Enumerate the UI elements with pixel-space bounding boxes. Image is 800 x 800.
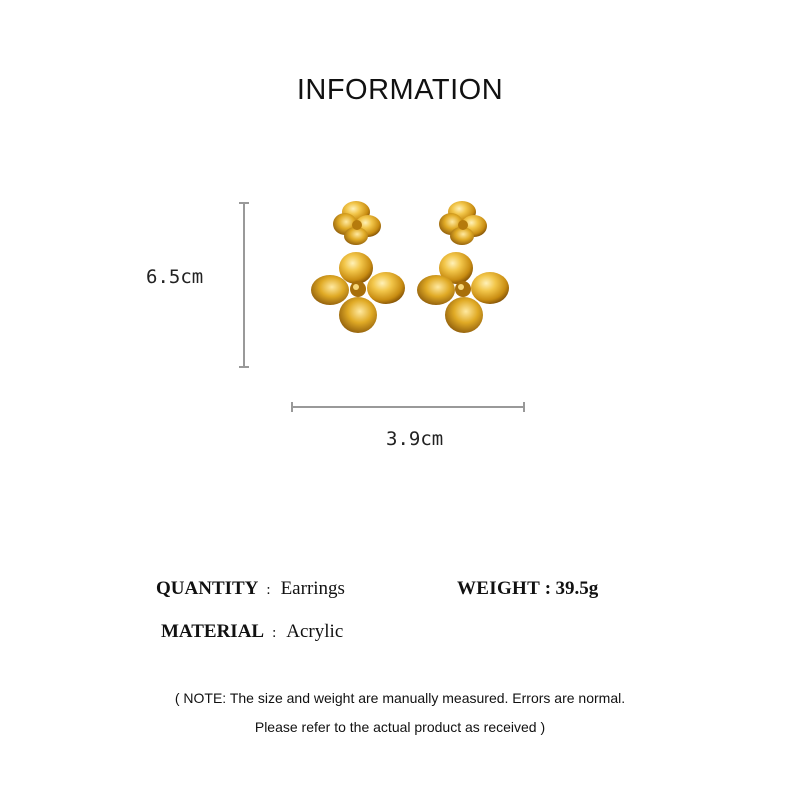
- quantity-row: [156, 578, 345, 600]
- note-line-1: ( NOTE: The size and weight are manually measured. Errors are normal.: [174, 690, 626, 706]
- weight-value: 39.5g: [555, 578, 599, 599]
- right-earring: [417, 201, 509, 333]
- material-value: Acrylic: [286, 621, 344, 642]
- left-earring: [311, 201, 405, 333]
- material-separator: :: [272, 625, 277, 641]
- quantity-value: Earrings: [280, 578, 345, 599]
- width-ruler: [290, 399, 526, 415]
- height-label: 6.5cm: [146, 266, 204, 288]
- weight-key: WEIGHT :: [457, 578, 552, 599]
- quantity-key: QUANTITY: [156, 578, 259, 599]
- height-ruler: [236, 201, 252, 369]
- earrings-image: [300, 190, 530, 350]
- material-key: MATERIAL: [161, 621, 265, 642]
- note-line-2: Please refer to the actual product as received ): [254, 719, 546, 735]
- material-row: [161, 621, 343, 643]
- weight-row: [457, 578, 598, 600]
- page-title: INFORMATION: [296, 74, 504, 106]
- width-label: 3.9cm: [386, 428, 444, 450]
- quantity-separator: :: [266, 582, 271, 598]
